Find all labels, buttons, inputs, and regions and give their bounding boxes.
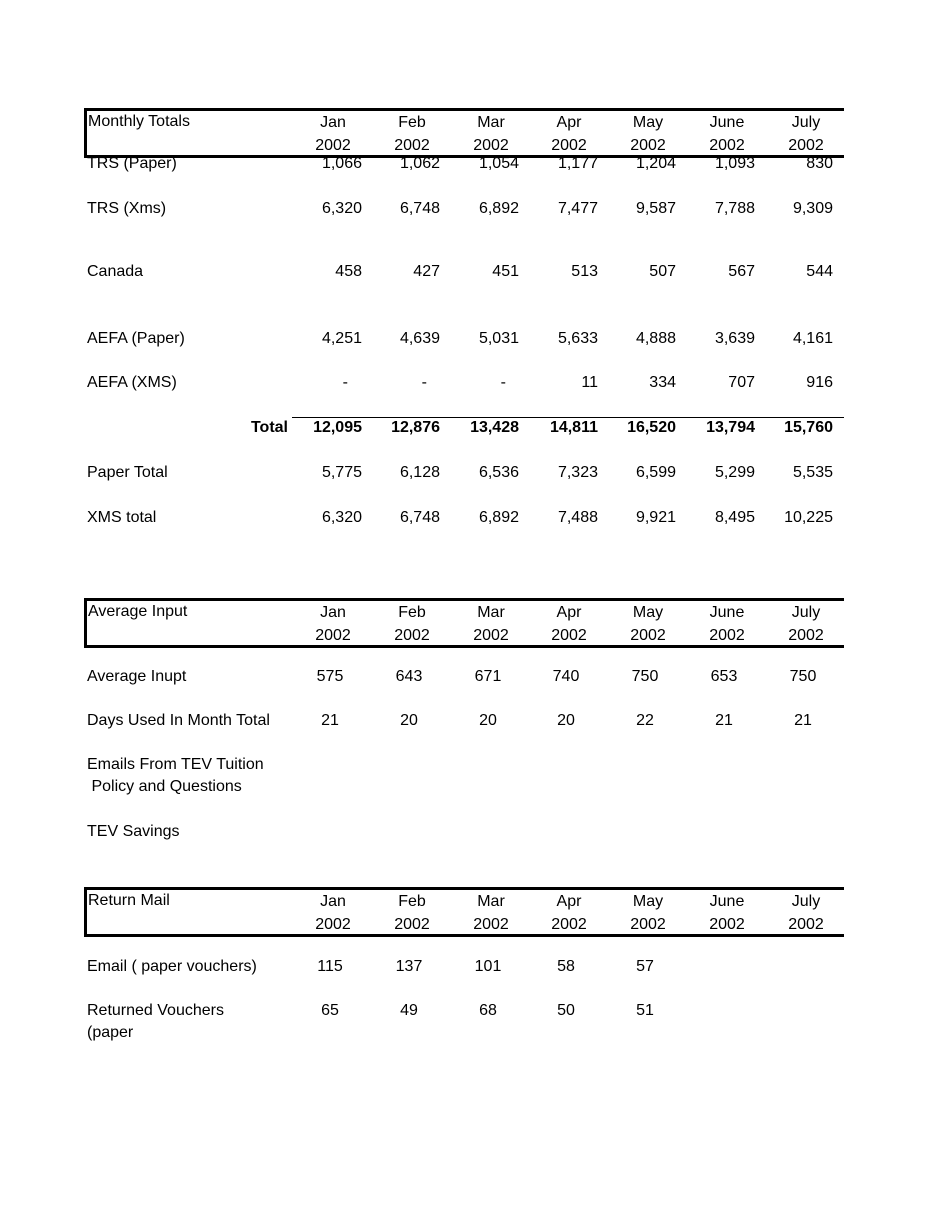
average-input-table [84,598,844,840]
col-header-feb: Feb 2002 [394,893,430,933]
total-row: Total 12,095 12,876 13,428 14,811 16,520 13,794 15,760 [250,419,833,436]
col-header-jan: Jan 2002 [315,893,351,933]
col-header-july: July 2002 [788,604,824,644]
monthly-totals-table [84,108,844,526]
paper-total-row: Paper Total 5,775 6,128 6,536 7,323 6,599 5,299 5,535 [87,464,833,481]
col-header-july: July 2002 [788,114,824,154]
average-input-row: Average Inupt 575 643 671 740 750 653 750 [87,668,817,685]
monthly-totals-header [84,108,844,158]
average-input-title: Average Input [88,603,188,620]
table-row: TRS (Xms) 6,320 6,748 6,892 7,477 9,587 7,788 9,309 [87,200,833,217]
col-header-feb: Feb 2002 [394,114,430,154]
returned-vouchers-row: Returned Vouchers (paper 65 49 68 50 51 [87,1002,654,1041]
days-used-row: Days Used In Month Total 21 20 20 20 22 21 21 [87,712,812,729]
col-header-apr: Apr 2002 [551,604,587,644]
table-row: AEFA (Paper) 4,251 4,639 5,031 5,633 4,888 3,639 4,161 [87,330,833,347]
col-header-july: July 2002 [788,893,824,933]
col-header-may: May 2002 [630,114,666,154]
col-header-mar: Mar 2002 [473,893,509,933]
col-header-june: June 2002 [709,604,745,644]
monthly-totals-title: Monthly Totals [88,113,190,130]
average-input-header [84,598,844,648]
table-row: Canada 458 427 451 513 507 567 544 [87,263,833,280]
tev-savings-label: TEV Savings [87,823,180,840]
col-header-june: June 2002 [709,114,745,154]
col-header-apr: Apr 2002 [551,893,587,933]
email-paper-vouchers-row: Email ( paper vouchers) 115 137 101 58 57 [87,958,654,975]
col-header-apr: Apr 2002 [551,114,587,154]
col-header-may: May 2002 [630,893,666,933]
col-header-may: May 2002 [630,604,666,644]
col-header-mar: Mar 2002 [473,604,509,644]
return-mail-title: Return Mail [88,892,170,909]
col-header-feb: Feb 2002 [394,604,430,644]
table-row: TRS (Paper) 1,066 1,062 1,054 1,177 1,204 1,093 830 [87,155,833,172]
col-header-june: June 2002 [709,893,745,933]
col-header-mar: Mar 2002 [473,114,509,154]
return-mail-table [84,887,844,1041]
table-row: AEFA (XMS) - - - 11 334 707 916 [87,374,833,391]
return-mail-header [84,887,844,937]
emails-label: Emails From TEV Tuition Policy and Questions [87,756,264,795]
col-header-jan: Jan 2002 [315,114,351,154]
xms-total-row: XMS total 6,320 6,748 6,892 7,488 9,921 8,495 10,225 [87,509,833,526]
col-header-jan: Jan 2002 [315,604,351,644]
